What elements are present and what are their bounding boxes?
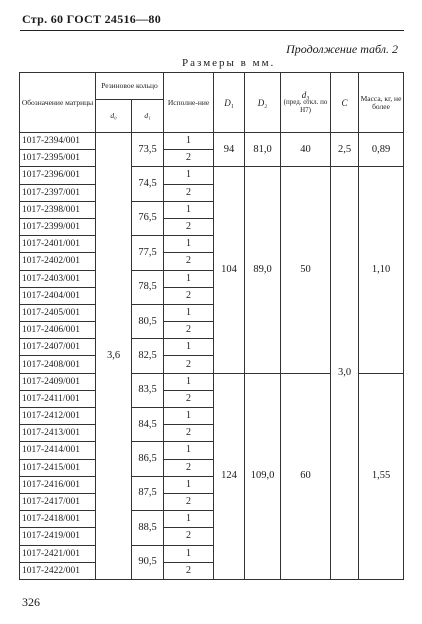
table-row <box>20 133 404 150</box>
header-mass: Масса, кг, не более <box>359 73 404 133</box>
version-number: 1 <box>164 511 214 528</box>
header-d3 <box>281 73 331 133</box>
header-designation: Обозначение матрицы <box>20 73 96 133</box>
matrix-code: 1017-2412/001 <box>20 408 96 425</box>
d1-value: 73,5 <box>132 133 164 167</box>
version-number: 2 <box>164 287 214 304</box>
d1-value: 77,5 <box>132 236 164 270</box>
d1-value: 76,5 <box>132 201 164 235</box>
matrix-code: 1017-2408/001 <box>20 356 96 373</box>
header-version: Исполне-ние <box>164 73 214 133</box>
matrix-code: 1017-2413/001 <box>20 425 96 442</box>
version-number: 2 <box>164 322 214 339</box>
mass-value: 0,89 <box>359 133 404 167</box>
d3-value: 50 <box>281 167 331 373</box>
d1-value: 86,5 <box>132 442 164 476</box>
table-continuation-note: Продолжение табл. 2 <box>286 42 398 56</box>
version-number: 1 <box>164 167 214 184</box>
d1-value: 83,5 <box>132 373 164 407</box>
version-number: 2 <box>164 218 214 235</box>
page-header: Стр. 60 ГОСТ 24516—80 <box>22 12 162 26</box>
matrix-code: 1017-2411/001 <box>20 390 96 407</box>
version-number: 1 <box>164 442 214 459</box>
version-number: 1 <box>164 476 214 493</box>
version-number: 1 <box>164 339 214 356</box>
version-number: 2 <box>164 150 214 167</box>
d1-value: 80,5 <box>132 304 164 338</box>
matrix-code: 1017-2402/001 <box>20 253 96 270</box>
d1-value: 88,5 <box>132 511 164 545</box>
matrix-code: 1017-2404/001 <box>20 287 96 304</box>
header-d1: d₁ <box>132 100 164 133</box>
matrix-code: 1017-2417/001 <box>20 493 96 510</box>
mass-value: 1,10 <box>359 167 404 373</box>
header-d3-tolerance: (пред. откл. по Н7) <box>283 98 328 114</box>
matrix-code: 1017-2398/001 <box>20 201 96 218</box>
header-rule <box>20 30 404 31</box>
version-number: 2 <box>164 459 214 476</box>
d1-value: 74,5 <box>132 167 164 201</box>
version-number: 1 <box>164 201 214 218</box>
matrix-code: 1017-2414/001 <box>20 442 96 459</box>
matrix-code: 1017-2395/001 <box>20 150 96 167</box>
table-row <box>20 167 404 184</box>
matrix-code: 1017-2416/001 <box>20 476 96 493</box>
version-number: 1 <box>164 408 214 425</box>
matrix-code: 1017-2405/001 <box>20 304 96 321</box>
version-number: 2 <box>164 493 214 510</box>
version-number: 2 <box>164 528 214 545</box>
header-D2: D₂ <box>245 73 281 133</box>
matrix-code: 1017-2419/001 <box>20 528 96 545</box>
header-C: С <box>331 73 359 133</box>
matrix-code: 1017-2421/001 <box>20 545 96 562</box>
version-number: 2 <box>164 425 214 442</box>
d1-value: 84,5 <box>132 408 164 442</box>
C-value: 3,0 <box>331 167 359 580</box>
version-number: 1 <box>164 133 214 150</box>
header-D1: D₁ <box>214 73 245 133</box>
D1-value: 124 <box>214 373 245 579</box>
d3-value: 60 <box>281 373 331 579</box>
d1-value: 78,5 <box>132 270 164 304</box>
dimensions-caption: Размеры в мм. <box>182 57 276 69</box>
header-d0: d₀ <box>96 100 132 133</box>
page-number: 326 <box>22 595 40 609</box>
D2-value: 81,0 <box>245 133 281 167</box>
matrix-code: 1017-2396/001 <box>20 167 96 184</box>
version-number: 2 <box>164 356 214 373</box>
header-d3-symbol: d₃ <box>301 90 310 100</box>
matrix-code: 1017-2407/001 <box>20 339 96 356</box>
d1-value: 82,5 <box>132 339 164 373</box>
version-number: 2 <box>164 390 214 407</box>
matrix-code: 1017-2394/001 <box>20 133 96 150</box>
C-value: 2,5 <box>331 133 359 167</box>
version-number: 1 <box>164 545 214 562</box>
version-number: 1 <box>164 270 214 287</box>
mass-value: 1,55 <box>359 373 404 579</box>
version-number: 2 <box>164 184 214 201</box>
matrix-code: 1017-2399/001 <box>20 218 96 235</box>
matrix-code: 1017-2403/001 <box>20 270 96 287</box>
header-rubber-ring: Резиновое кольцо <box>96 73 164 100</box>
d1-value: 87,5 <box>132 476 164 510</box>
matrix-code: 1017-2422/001 <box>20 562 96 579</box>
version-number: 2 <box>164 253 214 270</box>
D1-value: 104 <box>214 167 245 373</box>
matrix-code: 1017-2397/001 <box>20 184 96 201</box>
version-number: 1 <box>164 373 214 390</box>
matrix-code: 1017-2401/001 <box>20 236 96 253</box>
version-number: 1 <box>164 304 214 321</box>
dimensions-table <box>19 72 404 580</box>
D2-value: 89,0 <box>245 167 281 373</box>
table-body <box>20 133 404 580</box>
D2-value: 109,0 <box>245 373 281 579</box>
version-number: 2 <box>164 562 214 579</box>
D1-value: 94 <box>214 133 245 167</box>
matrix-code: 1017-2409/001 <box>20 373 96 390</box>
matrix-code: 1017-2415/001 <box>20 459 96 476</box>
matrix-code: 1017-2418/001 <box>20 511 96 528</box>
d1-value: 90,5 <box>132 545 164 579</box>
version-number: 1 <box>164 236 214 253</box>
d3-value: 40 <box>281 133 331 167</box>
matrix-code: 1017-2406/001 <box>20 322 96 339</box>
d0-value: 3,6 <box>96 133 132 580</box>
